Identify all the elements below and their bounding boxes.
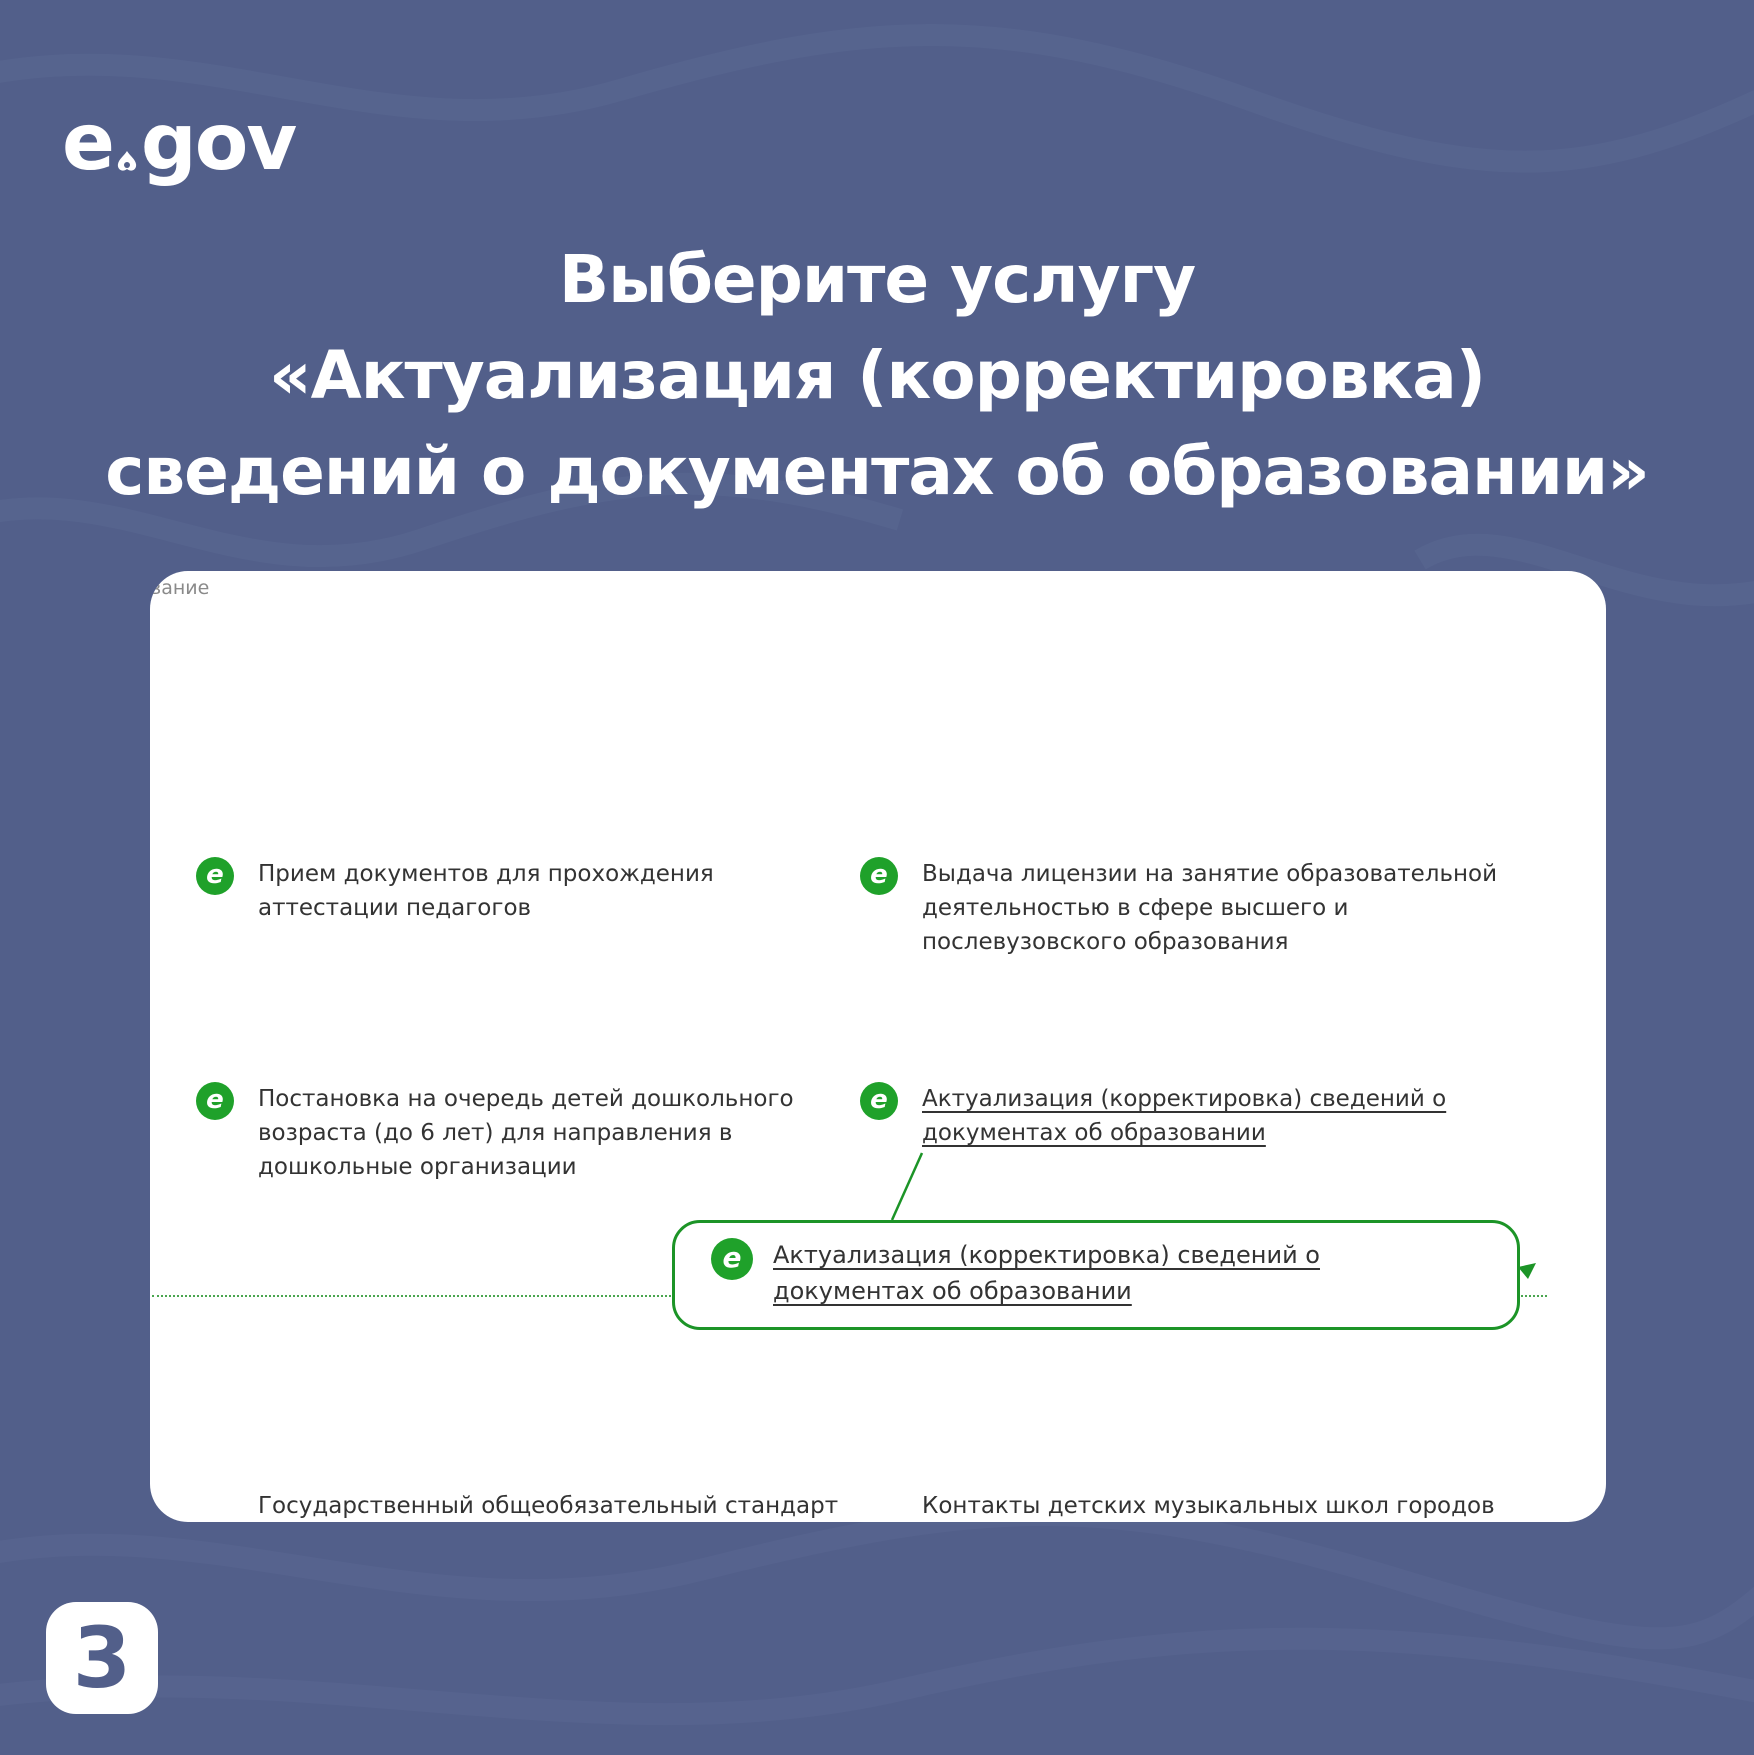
page-headline: [60, 232, 1694, 520]
egov-service-icon: e: [860, 857, 898, 895]
service-link-line[interactable]: Актуализация (корректировка) сведений о: [922, 1086, 1447, 1112]
logo-text-e: e: [62, 98, 113, 188]
egov-service-icon: e: [860, 1082, 898, 1120]
egov-service-icon: e: [196, 1082, 234, 1120]
highlight-callout[interactable]: [672, 1220, 1520, 1330]
service-title-line: Постановка на очередь детей дошкольного: [258, 1086, 794, 1112]
headline-line-3: сведений о документах об образовании»: [105, 433, 1649, 510]
screenshot-card: [150, 571, 1606, 1522]
breadcrumb-fragment: вание: [150, 577, 210, 599]
egov-service-icon: e: [196, 857, 234, 895]
logo-emblem-icon: [114, 149, 140, 175]
logo-text-gov: gov: [140, 98, 296, 188]
service-title-line: Прием документов для прохождения: [258, 861, 714, 887]
service-title-line: возраста (до 6 лет) для направления в: [258, 1120, 733, 1146]
service-title-line: аттестации педагогов: [258, 895, 532, 921]
headline-line-2: «Актуализация (корректировка): [268, 337, 1485, 414]
headline-line-1: Выберите услугу: [558, 241, 1196, 318]
callout-pointer: [150, 571, 1606, 1522]
egov-logo[interactable]: [62, 98, 296, 188]
step-number-badge: 3: [46, 1602, 158, 1714]
service-title-line: деятельностью в сфере высшего и: [922, 895, 1349, 921]
service-title-line: дошкольные организации: [258, 1154, 577, 1180]
callout-link-line[interactable]: Актуализация (корректировка) сведений о: [773, 1241, 1320, 1269]
callout-link-line[interactable]: документах об образовании: [773, 1277, 1132, 1305]
service-title-line: послевузовского образования: [922, 929, 1289, 955]
bottom-link[interactable]: Государственный общеобязательный стандарт: [258, 1493, 839, 1519]
egov-service-icon: e: [711, 1238, 753, 1280]
service-link-line[interactable]: документах об образовании: [922, 1120, 1266, 1146]
service-title-line: Выдача лицензии на занятие образовательной: [922, 861, 1498, 887]
bottom-link[interactable]: Контакты детских музыкальных школ городов: [922, 1493, 1495, 1519]
